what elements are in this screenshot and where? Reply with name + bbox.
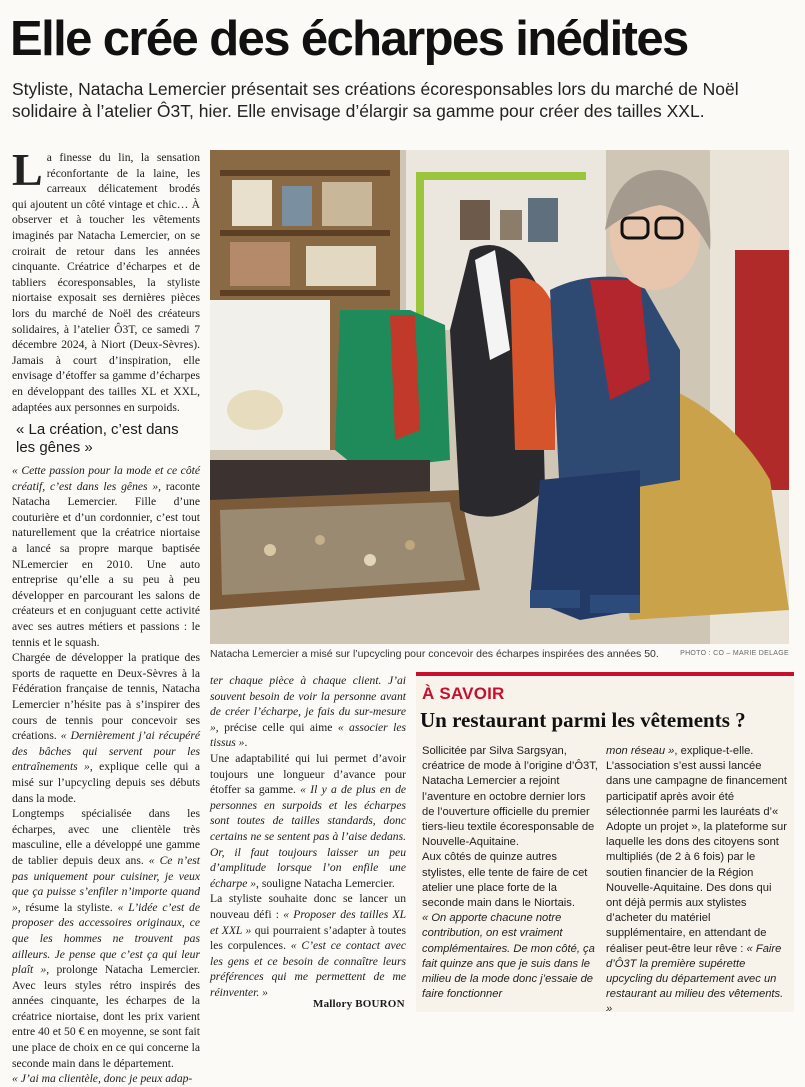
headline: Elle crée des écharpes inédites xyxy=(10,12,688,66)
paragraph: « Cette passion pour la mode et ce côté créatif, c’est dans les gênes », raconte Natacha Lemercier. Fille d’une couturière et d’un cordonnier, c’est tout naturellement que la créatrice niortaise a lancé sa propre marque baptisée NLemercier en 2010. Une auto entreprise qu’elle a su peu à peu développer en parcourant les salons de créateurs et en conjuguant cette activité avec ses autres métiers et passions : le tennis et le squash. xyxy=(12,464,200,649)
sidebar-title: Un restaurant parmi les vêtements ? xyxy=(420,708,746,732)
article-photo xyxy=(210,150,789,644)
paragraph: Longtemps spécialisée dans les écharpes, avec une clientèle très masculine, elle a développé une gamme de tablier depuis deux ans. « Ce n’est pas uniquement pour cuisiner, je veux que ça puisse s’enfiler n’importe quand », résume la styliste. « L’idée c’est de proposer des accessoires originaux, ce que les hommes ne trouvent pas ailleurs. Je pense que c’est ça qui leur plaît », prolonge Natacha Lemercier. Avec leurs styles rétro inspirés des années cinquante, les écharpes de la créatrice niortaise, dont les prix varient entre 40 et 50 € en moyenne, se sont fait une place de choix en ce qui concerne la seconde main dans le département. xyxy=(12,807,200,1070)
paragraph: « J’ai ma clientèle, donc je peux adap- xyxy=(12,1072,193,1086)
paragraph: Aux côtés de quinze autres stylistes, elle tente de faire de cet atelier une place forte de la seconde main dans le Niortais. xyxy=(422,851,588,910)
lead-paragraph: Styliste, Natacha Lemercier présentait ses créations écoresponsables lors du marché de Noël solidaire à l’atelier Ô3T, hier. Elle envisage d’élargir sa gamme pour créer des tailles XXL. xyxy=(12,79,739,121)
photo-illustration xyxy=(210,150,789,644)
paragraph: Sollicitée par Silva Sargsyan, créatrice de mode à l’origine d’Ô3T, Natacha Lemercier a rejoint l’aventure en octobre dernier lors de l’ouverture officielle du premier tiers-lieu textile écoresponsable de Nouvelle-Aquitaine. xyxy=(422,745,598,849)
article-column-2 xyxy=(210,673,406,1000)
paragraph: « On apporte chacune notre contribution, on est vraiment complémentaires. De mon côté, ça fait quinze ans que je suis dans le milieu de la mode donc j’essaie de faire fonctionner xyxy=(422,912,595,1001)
intertitle: « La création, c’est dans les gênes » xyxy=(16,421,179,457)
paragraph: La finesse du lin, la sensation réconfortante de la laine, les carreaux délicatement brodés qui ajoutent un côté vintage et chic… À observer et à toucher les vêtements imaginés par Natacha Lemercier, on se croirait de retour dans les années cinquante. Créatrice d’écharpes et de tabliers écoresponsables, la styliste niortaise exposait ses dernières pièces lors du marché de Noël des créateurs solidaires, à l’atelier Ô3T, ce samedi 7 décembre 2024, à Niort (Deux-Sèvres). Jamais à court d’inspiration, elle envisage d’étoffer sa gamme d’écharpes en développant des tailles XL et XXL, adaptées aux personnes en surpoids. xyxy=(12,144,200,414)
article-column-1 xyxy=(12,144,200,1087)
drop-cap: L xyxy=(12,144,43,195)
photo-credit: PHOTO : CO – MARIE DELAGE xyxy=(680,650,789,657)
sidebar-column-1 xyxy=(422,744,600,1002)
caption-text: Natacha Lemercier a misé sur l’upcycling pour concevoir des écharpes inspirées des années 50. xyxy=(210,648,659,660)
paragraph: mon réseau », explique-t-elle. L’association s’est aussi lancée dans une campagne de financement participatif après avoir été sélectionnée parmi les lauréats d’« Adopte un projet », la plateforme sur laquelle les dons des citoyens sont multipliés (de 2 à 6 fois) par le soutien financier de la Région Nouvelle-Aquitaine. Des dons qui ont déjà permis aux stylistes d’acheter du matériel supplémentaire, en attendant de réaliser peut-être leur rêve : « Faire d’Ô3T la première supérette upcycling du département avec un restaurant au milieu des vêtements. » xyxy=(606,745,787,1016)
paragraph: Chargée de développer la pratique des sports de raquette en Deux-Sèvres à la Fédération française de tennis, Natacha Lemercier n’hésite pas à s’inspirer des cours de tennis pour concevoir ses créations. « Dernièrement j’ai récupéré des bâches qui servent pour les entraînements », explique celle qui a misé sur l’upcycling depuis ses débuts dans la mode. xyxy=(12,651,200,805)
paragraph: Une adaptabilité qui lui permet d’avoir toujours une longueur d’avance pour étoffer sa gamme. « Il y a de plus en de personnes en surpoids et les écharpes sont toutes de tailles standards, donc certains ne se sentent pas à l’aise dedans. Or, il faut toujours laisser un peu d’amplitude lorsque l’on enfile une écharpe », souligne Natacha Lemercier. xyxy=(210,751,407,890)
paragraph: La styliste souhaite donc se lancer un nouveau défi : « Proposer des tailles XL et XXL » qui pourraient s’adapter à toutes les corpulences. « C’est ce contact avec les gens et ce besoin de connaître leurs préférences qui me permettent de me réinventer. » xyxy=(210,892,407,999)
a-savoir-box xyxy=(416,672,794,1016)
photo-caption xyxy=(210,648,789,660)
sidebar-column-2 xyxy=(606,744,788,1018)
byline: Mallory BOURON xyxy=(313,998,405,1010)
sidebar-kicker: À SAVOIR xyxy=(422,684,505,703)
paragraph: ter chaque pièce à chaque client. J’ai souvent besoin de voir la personne avant de créer l’écharpe, je fais du sur-mesure », précise celle qui aime « associer les tissus ». xyxy=(210,674,406,750)
